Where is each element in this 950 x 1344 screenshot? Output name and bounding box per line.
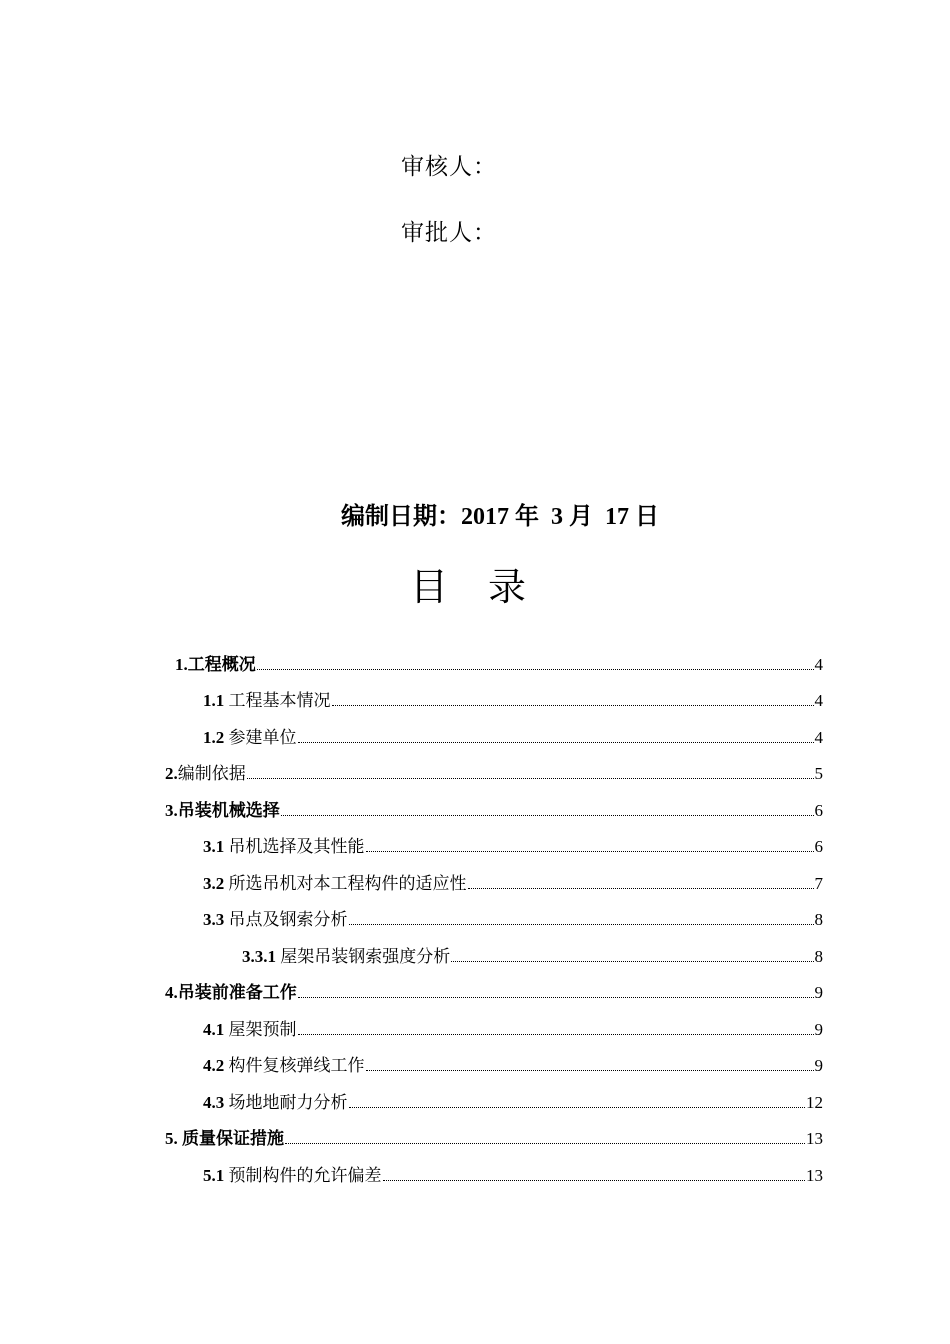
toc-leader-dots — [332, 705, 814, 706]
toc-entry-title — [165, 796, 280, 821]
toc-entry-title — [203, 832, 365, 857]
toc-entry-title — [165, 1124, 284, 1149]
toc-entry[interactable] — [203, 869, 823, 893]
toc-entry-number: 4.1 — [203, 1020, 225, 1039]
reviewer-label: 审核人： — [401, 154, 497, 180]
toc-heading: 目 录 — [409, 565, 541, 609]
toc-leader-dots — [257, 669, 814, 670]
toc-entry-title — [203, 1088, 348, 1113]
toc-entry-number: 3. — [165, 801, 178, 820]
toc-entry-page: 6 — [814, 837, 823, 856]
toc-entry[interactable] — [203, 1088, 823, 1112]
compile-date-month-unit: 月 — [569, 504, 593, 530]
toc-entry-page: 12 — [806, 1093, 823, 1112]
toc-leader-dots — [281, 815, 814, 816]
toc-leader-dots — [468, 888, 814, 889]
toc-entry-text: 参建单位 — [224, 728, 297, 747]
toc-entry-number: 4.2 — [203, 1056, 225, 1075]
compile-date — [0, 496, 950, 531]
toc-entry[interactable] — [203, 1051, 823, 1075]
toc-entry-title — [175, 650, 256, 675]
toc-entry[interactable] — [165, 1124, 823, 1148]
toc-entry-text: 工程基本情况 — [224, 691, 331, 710]
toc-entry-number: 1.2 — [203, 728, 225, 747]
toc-entry-text: 吊装前准备工作 — [177, 983, 297, 1002]
toc-entry[interactable] — [242, 942, 823, 966]
toc-entry-text: 屋架吊装钢索强度分析 — [276, 947, 451, 966]
toc-entry-number: 3.2 — [203, 874, 225, 893]
compile-date-month: 3 — [551, 504, 563, 530]
toc-entry-page: 9 — [814, 1020, 823, 1039]
toc-entry-page: 4 — [814, 655, 823, 674]
toc-entry-title — [203, 686, 331, 711]
toc-entry-page: 5 — [814, 764, 823, 783]
toc-entry[interactable] — [165, 796, 823, 820]
toc-entry-number: 1.1 — [203, 691, 225, 710]
toc-entry[interactable] — [203, 1161, 823, 1185]
toc-entry-number: 4. — [165, 983, 178, 1002]
toc-entry-number: 3.1 — [203, 837, 225, 856]
toc-entry[interactable] — [175, 650, 823, 674]
toc-entry-text: 吊点及钢索分析 — [224, 910, 348, 929]
toc-leader-dots — [349, 1107, 806, 1108]
toc-entry-number: 2. — [165, 764, 178, 783]
compile-date-label: 编制日期： — [341, 504, 461, 530]
toc-entry-number: 3.3 — [203, 910, 225, 929]
toc-entry-page: 8 — [814, 947, 823, 966]
toc-leader-dots — [298, 742, 814, 743]
toc-entry-text: 所选吊机对本工程构件的适应性 — [224, 874, 467, 893]
toc-entry[interactable] — [203, 1015, 823, 1039]
toc-leader-dots — [366, 851, 814, 852]
toc-entry-page: 13 — [806, 1166, 823, 1185]
toc-entry-title — [203, 1161, 382, 1186]
toc-entry[interactable] — [203, 905, 823, 929]
compile-date-day: 17 — [605, 504, 629, 530]
toc-entry-title — [203, 905, 348, 930]
toc-leader-dots — [451, 961, 813, 962]
toc-entry-number: 5.1 — [203, 1166, 225, 1185]
toc-entry-number: 1. — [175, 655, 188, 674]
toc-entry-page: 4 — [814, 691, 823, 710]
toc-leader-dots — [285, 1143, 805, 1144]
toc-leader-dots — [298, 997, 814, 998]
toc-entry-text: 工程概况 — [187, 655, 256, 674]
toc-entry-page: 7 — [814, 874, 823, 893]
compile-date-year-unit: 年 — [515, 504, 539, 530]
toc-entry[interactable] — [165, 978, 823, 1002]
toc-entry-page: 9 — [814, 983, 823, 1002]
toc-entry-title — [203, 723, 297, 748]
toc-entry-title — [203, 869, 467, 894]
toc-entry-title — [203, 1015, 297, 1040]
toc-entry-text: 质量保证措施 — [177, 1129, 284, 1148]
toc-entry-number: 3.3.1 — [242, 947, 276, 966]
toc-leader-dots — [298, 1034, 814, 1035]
toc-leader-dots — [366, 1070, 814, 1071]
toc-entry-text: 吊机选择及其性能 — [224, 837, 365, 856]
toc-entry-text: 场地地耐力分析 — [224, 1093, 348, 1112]
toc-entry-number: 4.3 — [203, 1093, 225, 1112]
toc-leader-dots — [349, 924, 814, 925]
toc-entry[interactable] — [203, 686, 823, 710]
toc-leader-dots — [247, 778, 814, 779]
toc-entry-number: 5. — [165, 1129, 178, 1148]
toc-entry-text: 预制构件的允许偏差 — [224, 1166, 382, 1185]
toc-entry[interactable] — [165, 759, 823, 783]
compile-date-day-unit: 日 — [635, 504, 659, 530]
toc-entry-text: 屋架预制 — [224, 1020, 297, 1039]
compile-date-year: 2017 — [461, 504, 509, 530]
toc-entry-title — [165, 759, 246, 784]
toc-entry-page: 9 — [814, 1056, 823, 1075]
toc-entry-text: 构件复核弹线工作 — [224, 1056, 365, 1075]
toc-entry-page: 8 — [814, 910, 823, 929]
toc-entry-title — [242, 942, 450, 967]
toc-entry-page: 4 — [814, 728, 823, 747]
toc-entry-text: 编制依据 — [177, 764, 246, 783]
toc-leader-dots — [383, 1180, 806, 1181]
toc-entry[interactable] — [203, 832, 823, 856]
toc-entry-title — [203, 1051, 365, 1076]
toc-entry-text: 吊装机械选择 — [177, 801, 280, 820]
toc-entry[interactable] — [203, 723, 823, 747]
approver-label: 审批人： — [401, 220, 497, 246]
toc-entry-page: 13 — [806, 1129, 823, 1148]
toc-entry-title — [165, 978, 297, 1003]
toc-entry-page: 6 — [814, 801, 823, 820]
